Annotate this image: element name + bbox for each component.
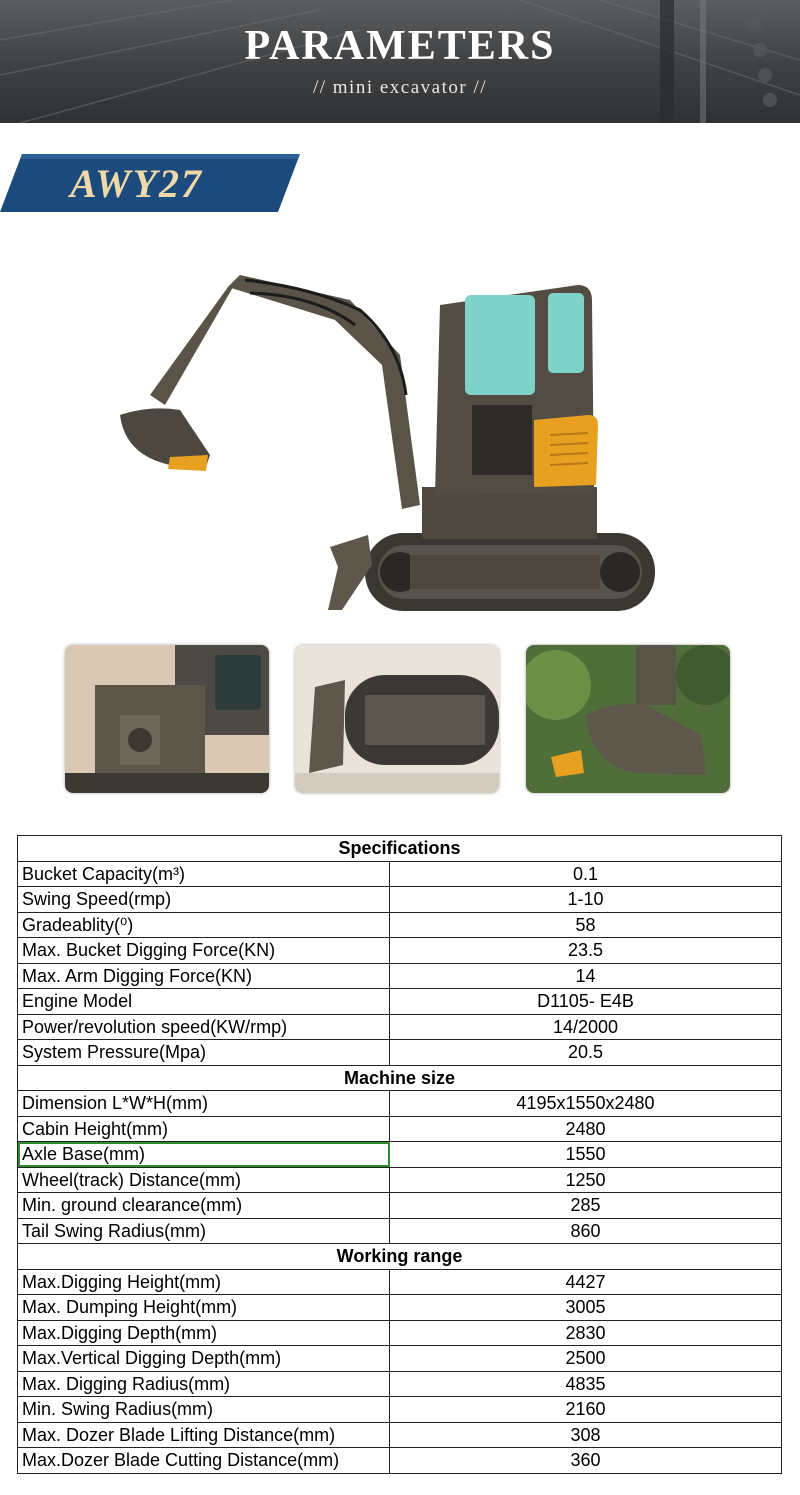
row-value: 20.5 xyxy=(390,1040,782,1066)
table-row xyxy=(18,1218,782,1244)
row-value: 0.1 xyxy=(390,861,782,887)
row-value: 23.5 xyxy=(390,938,782,964)
boom-joint-image xyxy=(65,645,269,793)
row-label: Max. Arm Digging Force(KN) xyxy=(18,963,390,989)
table-row xyxy=(18,1320,782,1346)
row-label: System Pressure(Mpa) xyxy=(18,1040,390,1066)
row-label: Wheel(track) Distance(mm) xyxy=(18,1167,390,1193)
bucket-image xyxy=(526,645,730,793)
table-row xyxy=(18,1397,782,1423)
section-header-row xyxy=(18,1065,782,1091)
table-row xyxy=(18,1295,782,1321)
thumbnail-bucket[interactable] xyxy=(526,645,730,793)
row-value: 1-10 xyxy=(390,887,782,913)
row-label: Swing Speed(rmp) xyxy=(18,887,390,913)
header-banner xyxy=(0,0,800,123)
section-title-machine-size: Machine size xyxy=(18,1065,782,1091)
thumbnail-dozer-blade[interactable] xyxy=(295,645,499,793)
table-row xyxy=(18,1040,782,1066)
table-row xyxy=(18,1371,782,1397)
row-value: D1105- E4B xyxy=(390,989,782,1015)
model-name: AWY27 xyxy=(70,161,204,206)
row-value: 2830 xyxy=(390,1320,782,1346)
table-row xyxy=(18,963,782,989)
table-row xyxy=(18,1193,782,1219)
table-row xyxy=(18,1167,782,1193)
row-value: 1250 xyxy=(390,1167,782,1193)
table-row xyxy=(18,1142,782,1168)
row-value: 308 xyxy=(390,1422,782,1448)
section-header-row xyxy=(18,836,782,862)
table-row xyxy=(18,1422,782,1448)
row-value: 4195x1550x2480 xyxy=(390,1091,782,1117)
row-value: 860 xyxy=(390,1218,782,1244)
row-value: 360 xyxy=(390,1448,782,1474)
row-label: Dimension L*W*H(mm) xyxy=(18,1091,390,1117)
page-subtitle: // mini excavator // xyxy=(312,77,488,98)
row-label: Max.Vertical Digging Depth(mm) xyxy=(18,1346,390,1372)
section-header-row xyxy=(18,1244,782,1270)
specifications-table xyxy=(17,835,782,1474)
row-value: 14/2000 xyxy=(390,1014,782,1040)
page-title: PARAMETERS xyxy=(244,23,556,69)
table-row xyxy=(18,887,782,913)
table-row xyxy=(18,861,782,887)
row-label-selected[interactable]: Axle Base(mm) xyxy=(18,1142,390,1168)
row-label: Max. Bucket Digging Force(KN) xyxy=(18,938,390,964)
table-row xyxy=(18,1448,782,1474)
table-row xyxy=(18,1269,782,1295)
row-value: 14 xyxy=(390,963,782,989)
row-label: Cabin Height(mm) xyxy=(18,1116,390,1142)
row-label: Gradeablity(⁰) xyxy=(18,912,390,938)
table-row xyxy=(18,1116,782,1142)
row-label: Max. Dozer Blade Lifting Distance(mm) xyxy=(18,1422,390,1448)
table-row xyxy=(18,938,782,964)
row-value: 4427 xyxy=(390,1269,782,1295)
table-row xyxy=(18,1091,782,1117)
row-label: Max. Dumping Height(mm) xyxy=(18,1295,390,1321)
section-title-specifications: Specifications xyxy=(18,836,782,862)
row-label: Engine Model xyxy=(18,989,390,1015)
row-label: Max.Digging Depth(mm) xyxy=(18,1320,390,1346)
row-label: Bucket Capacity(m³) xyxy=(18,861,390,887)
table-row xyxy=(18,1346,782,1372)
row-value: 285 xyxy=(390,1193,782,1219)
dozer-blade-image xyxy=(295,645,499,793)
thumbnail-boom-joint[interactable] xyxy=(65,645,269,793)
section-title-working-range: Working range xyxy=(18,1244,782,1270)
row-label: Min. ground clearance(mm) xyxy=(18,1193,390,1219)
row-value: 1550 xyxy=(390,1142,782,1168)
table-row xyxy=(18,1014,782,1040)
row-label: Max.Digging Height(mm) xyxy=(18,1269,390,1295)
row-label: Tail Swing Radius(mm) xyxy=(18,1218,390,1244)
row-value: 3005 xyxy=(390,1295,782,1321)
row-label: Power/revolution speed(KW/rmp) xyxy=(18,1014,390,1040)
row-value: 2160 xyxy=(390,1397,782,1423)
table-row xyxy=(18,912,782,938)
excavator-image xyxy=(110,265,670,620)
row-value: 4835 xyxy=(390,1371,782,1397)
row-label: Max. Digging Radius(mm) xyxy=(18,1371,390,1397)
row-value: 2480 xyxy=(390,1116,782,1142)
row-value: 58 xyxy=(390,912,782,938)
table-row xyxy=(18,989,782,1015)
row-label: Min. Swing Radius(mm) xyxy=(18,1397,390,1423)
row-label: Max.Dozer Blade Cutting Distance(mm) xyxy=(18,1448,390,1474)
row-value: 2500 xyxy=(390,1346,782,1372)
